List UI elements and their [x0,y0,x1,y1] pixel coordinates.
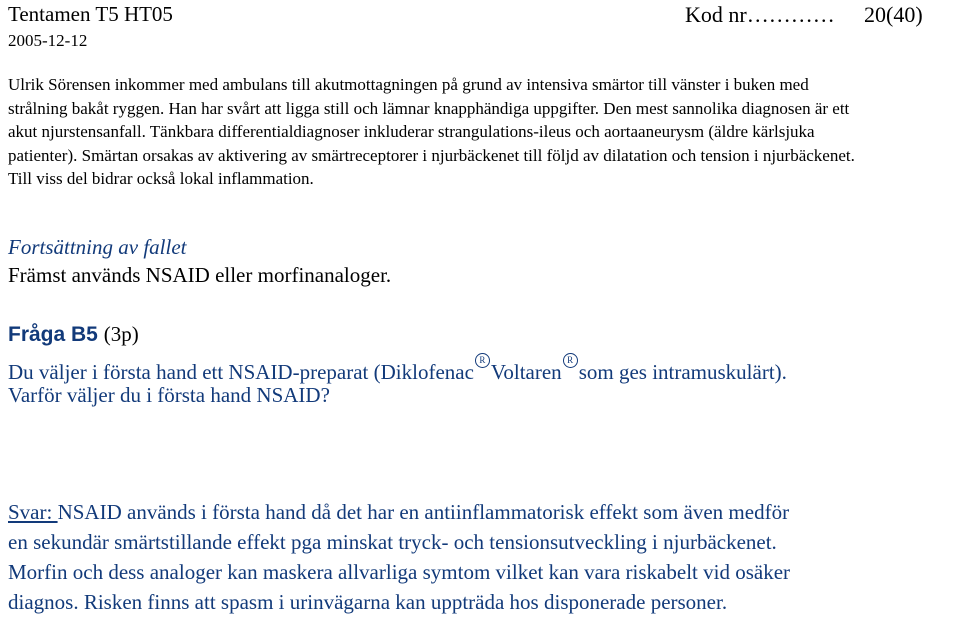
case-line: akut njurstensanfall. Tänkbara differentialdiagnoser inkluderar strangulations-ileus och aortaaneurysm (äldre kärlsjuka [8,122,815,141]
question-text-part: Du väljer i första hand ett NSAID-preparat (Diklofenac [8,360,474,384]
question-text-part: som ges intramuskulärt). [578,360,787,384]
answer-line [8,497,958,527]
case-description [8,73,958,191]
case-line: patienter). Smärtan orsakas av aktivering av smärtreceptorer i njurbäckenet till följd av dilatation och tension i njurbäckenet. [8,145,855,165]
exam-date: 2005-12-12 [8,31,88,50]
question-text-line [8,353,787,385]
registered-mark-icon: R [563,353,578,368]
answer-label: Svar: [8,500,58,524]
question-label: Fråga B5 [8,323,98,346]
code-number-field: Kod nr………… [685,2,835,27]
answer-text: NSAID används i första hand då det har en antiinflammatorisk effekt som även medför [57,500,790,524]
answer-line: Morfin och dess analoger kan maskera allvarliga symtom vilket kan vara riskabelt vid osäker [8,560,791,584]
answer-line: en sekundär smärtstillande effekt pga minskat tryck- och tensionsutveckling i njurbäckenet. [8,530,777,554]
question-heading [8,322,139,347]
answer-line: diagnos. Risken finns att spasm i urinvägarna kan uppträda hos disponerade personer. [8,590,728,614]
continuation-heading: Fortsättning av fallet [8,235,187,259]
answer-block [8,497,958,617]
question-points: (3p) [103,322,139,346]
question-text-line: Varför väljer du i första hand NSAID? [8,383,330,407]
exam-title: Tentamen T5 HT05 [8,2,173,26]
page-number: 20(40) [864,2,923,27]
case-line: Ulrik Sörensen inkommer med ambulans till akutmottagningen på grund av intensiva smärtor till vänster i buken med [8,75,809,94]
continuation-text: Främst används NSAID eller morfinanaloger. [8,263,392,287]
brand-name: Voltaren [490,360,562,384]
registered-mark-icon: R [475,353,490,368]
case-line: strålning bakåt ryggen. Han har svårt att ligga still och lämnar knapphändiga uppgifter. Den mest sannolika diagnosen är ett [8,98,850,118]
case-line: Till viss del bidrar också lokal inflammation. [8,169,314,188]
